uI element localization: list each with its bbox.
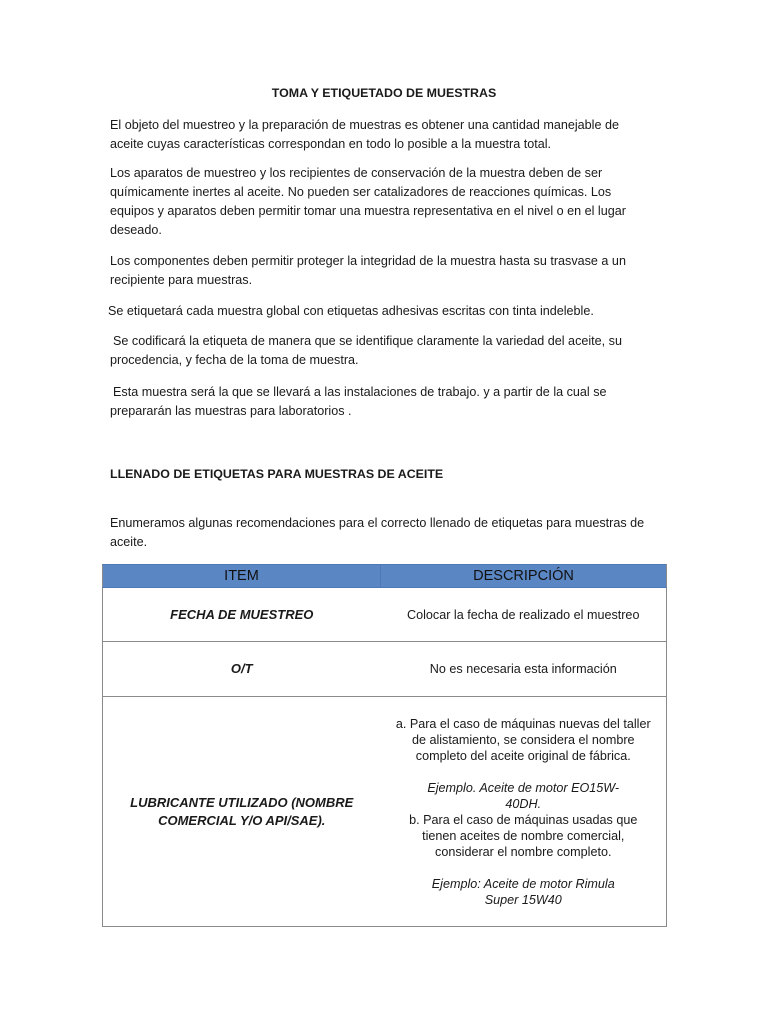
item-cell: FECHA DE MUESTREO bbox=[103, 588, 381, 642]
description-cell bbox=[381, 697, 667, 927]
paragraph-line: Los componentes deben permitir proteger la integridad de la muestra hasta su trasvase a un bbox=[110, 254, 626, 268]
description-line: b. Para el caso de máquinas usadas que bbox=[409, 812, 638, 827]
table-row bbox=[103, 588, 667, 642]
description-line: completo del aceite original de fábrica. bbox=[415, 748, 631, 763]
description-cell: Colocar la fecha de realizado el muestreo bbox=[381, 588, 667, 642]
paragraph-line: aceite. bbox=[110, 535, 148, 549]
paragraph-line: Los aparatos de muestreo y los recipientes de conservación de la muestra deben de ser bbox=[110, 166, 603, 180]
paragraph-line: químicamente inertes al aceite. No pueden ser catalizadores de reacciones químicas. Los bbox=[110, 185, 612, 199]
paragraph-line: Esta muestra será la que se llevará a las instalaciones de trabajo. y a partir de la cual se bbox=[113, 385, 607, 399]
example-line: Ejemplo. Aceite de motor EO15W- bbox=[427, 780, 620, 795]
example-line: Super 15W40 bbox=[484, 892, 562, 907]
paragraph-line: Se codificará la etiqueta de manera que se identifique claramente la variedad del aceite, su bbox=[113, 334, 622, 348]
description-line: considerar el nombre completo. bbox=[435, 844, 612, 859]
paragraph-line: prepararán las muestras para laboratorios . bbox=[110, 404, 352, 418]
paragraph-line: deseado. bbox=[110, 223, 162, 237]
paragraph-line: Enumeramos algunas recomendaciones para el correcto llenado de etiquetas para muestras de bbox=[110, 516, 645, 530]
label-recommendations-table bbox=[102, 564, 667, 927]
item-cell bbox=[103, 697, 381, 927]
paragraph-line: recipiente para muestras. bbox=[110, 273, 253, 287]
section-heading: LLENADO DE ETIQUETAS PARA MUESTRAS DE ACEITE bbox=[110, 467, 444, 481]
page-title: TOMA Y ETIQUETADO DE MUESTRAS bbox=[271, 86, 497, 100]
paragraph-line: procedencia, y fecha de la toma de muestra. bbox=[110, 353, 359, 367]
item-line: LUBRICANTE UTILIZADO (NOMBRE bbox=[130, 794, 354, 810]
description-line: de alistamiento, se considera el nombre bbox=[411, 732, 635, 747]
paragraph-line: aceite cuyas características correspondan en todo lo posible a la muestra total. bbox=[110, 137, 552, 151]
paragraph-line: El objeto del muestreo y la preparación de muestras es obtener una cantidad manejable de bbox=[110, 118, 619, 132]
item-line: COMERCIAL Y/O API/SAE). bbox=[158, 812, 326, 828]
description-text bbox=[392, 716, 654, 908]
example-line: 40DH. bbox=[505, 796, 542, 811]
table-row bbox=[103, 642, 667, 697]
table-header-row bbox=[103, 565, 667, 588]
header-description: DESCRIPCIÓN bbox=[381, 565, 667, 588]
description-line: a. Para el caso de máquinas nuevas del taller bbox=[395, 716, 651, 731]
paragraph-line: Se etiquetará cada muestra global con etiquetas adhesivas escritas con tinta indeleble. bbox=[108, 304, 594, 318]
header-item: ITEM bbox=[103, 565, 381, 588]
description-cell: No es necesaria esta información bbox=[381, 642, 667, 697]
paragraph-line: equipos y aparatos deben permitir tomar una muestra representativa en el nivel o en el lugar bbox=[110, 204, 626, 218]
item-cell: O/T bbox=[103, 642, 381, 697]
description-line: tienen aceites de nombre comercial, bbox=[422, 828, 625, 843]
table-row bbox=[103, 697, 667, 927]
example-line: Ejemplo: Aceite de motor Rimula bbox=[431, 876, 615, 891]
